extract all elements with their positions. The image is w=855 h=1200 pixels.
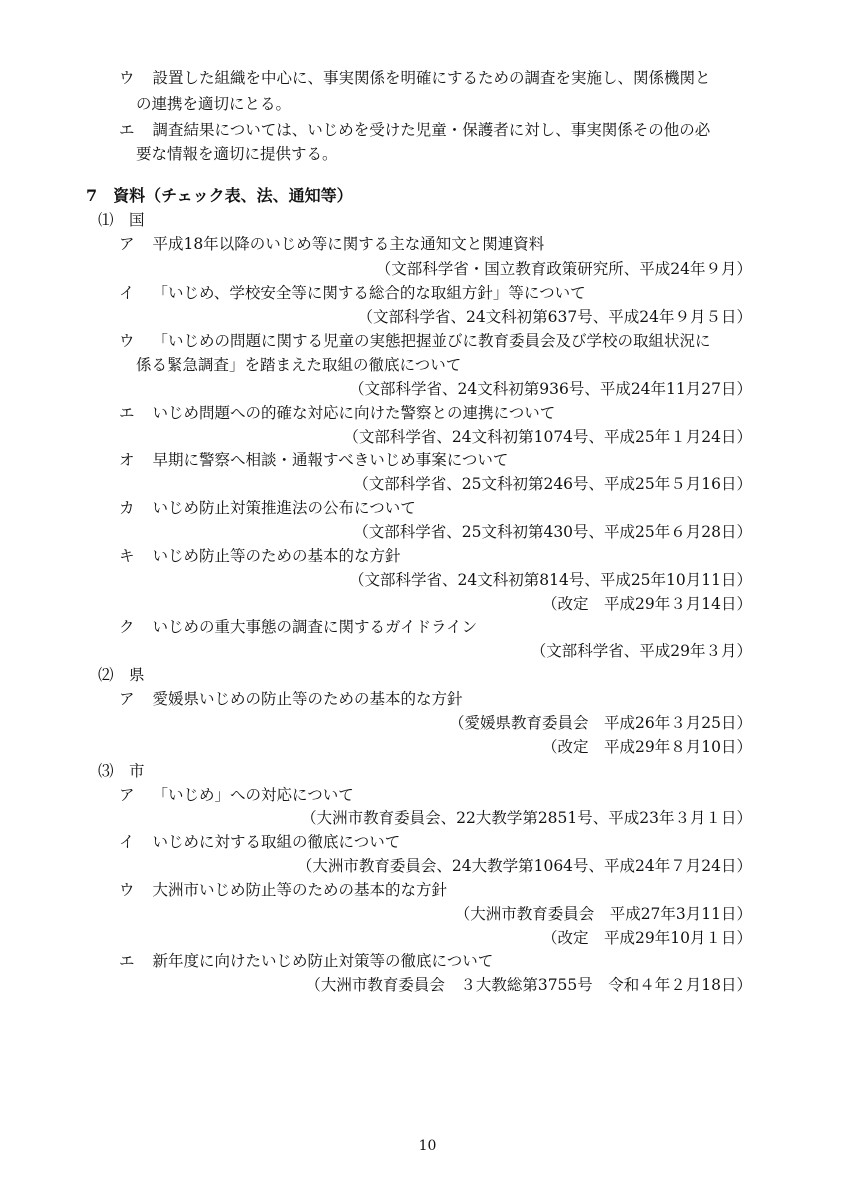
section-title: 資料（チェック表、法、通知等） xyxy=(113,186,353,205)
list-item xyxy=(119,403,555,423)
item-source: （大洲市教育委員会、22大教学第2851号、平成23年３月１日） xyxy=(301,809,752,827)
list-item xyxy=(119,546,401,566)
item-marker: イ xyxy=(119,284,135,302)
item-source-revision: （改定 平成29年３月14日） xyxy=(542,595,752,613)
list-item xyxy=(119,617,477,637)
subsection-heading: ⑴ 国 xyxy=(98,211,145,229)
item-text-continued: の連携を適切にとる。 xyxy=(136,95,292,113)
item-title: いじめ防止対策推進法の公布について xyxy=(152,499,416,517)
item-title: 早期に警察へ相談・通報すべきいじめ事案について xyxy=(152,451,509,469)
item-marker: ア xyxy=(119,235,135,253)
section-number: 7 xyxy=(86,186,98,205)
item-marker: イ xyxy=(119,833,135,851)
list-item xyxy=(119,498,416,518)
list-item xyxy=(119,331,711,351)
list-item xyxy=(119,450,508,470)
list-item xyxy=(119,689,463,709)
item-source: （文部科学省、24文科初第637号、平成24年９月５日） xyxy=(357,308,752,326)
item-source: （文部科学省、24文科初第814号、平成25年10月11日） xyxy=(349,571,752,589)
item-source-revision: （改定 平成29年８月10日） xyxy=(542,738,752,756)
item-marker: カ xyxy=(119,499,135,517)
item-source: （大洲市教育委員会 ３大教総第3755号 令和４年２月18日） xyxy=(305,976,752,994)
item-title: 「いじめ」への対応について xyxy=(152,786,354,804)
item-marker: ウ xyxy=(119,881,135,899)
item-title: 大洲市いじめ防止等のための基本的な方針 xyxy=(152,881,448,899)
list-item xyxy=(119,234,544,254)
item-marker: キ xyxy=(119,547,135,565)
item-source: （愛媛県教育委員会 平成26年３月25日） xyxy=(449,714,752,732)
item-title: いじめに対する取組の徹底について xyxy=(152,833,401,851)
item-source: （大洲市教育委員会 平成27年3月11日） xyxy=(454,905,752,923)
item-source: （文部科学省、24文科初第936号、平成24年11月27日） xyxy=(349,380,752,398)
item-source: （文部科学省・国立教育政策研究所、平成24年９月） xyxy=(375,260,752,278)
item-title: 愛媛県いじめの防止等のための基本的な方針 xyxy=(152,690,463,708)
item-marker: ウ xyxy=(119,69,135,87)
item-marker: ア xyxy=(119,690,135,708)
list-item xyxy=(119,283,586,303)
item-marker: ク xyxy=(119,618,135,636)
item-title: いじめ問題への的確な対応に向けた警察との連携について xyxy=(152,404,556,422)
subsection-heading: ⑶ 市 xyxy=(98,762,145,780)
item-source: （文部科学省、平成29年３月） xyxy=(530,642,752,660)
item-text: 設置した組織を中心に、事実関係を明確にするための調査を実施し、関係機関と xyxy=(152,69,711,87)
item-text: 調査結果については、いじめを受けた児童・保護者に対し、事実関係その他の必 xyxy=(152,121,711,139)
item-title: 「いじめの問題に関する児童の実態把握並びに教育委員会及び学校の取組状況に xyxy=(152,332,711,350)
item-marker: オ xyxy=(119,451,135,469)
item-title-continued: 係る緊急調査」を踏まえた取組の徹底について xyxy=(136,356,462,374)
item-source: （文部科学省、25文科初第246号、平成25年５月16日） xyxy=(353,475,752,493)
item-source: （文部科学省、25文科初第430号、平成25年６月28日） xyxy=(353,523,752,541)
item-title: 平成18年以降のいじめ等に関する主な通知文と関連資料 xyxy=(152,235,545,253)
list-item xyxy=(119,951,493,971)
item-marker: エ xyxy=(119,952,135,970)
list-item xyxy=(119,785,354,805)
list-item xyxy=(119,880,447,900)
item-title: いじめ防止等のための基本的な方針 xyxy=(152,547,401,565)
item-text-continued: 要な情報を適切に提供する。 xyxy=(136,145,338,163)
item-marker: エ xyxy=(119,121,135,139)
list-item xyxy=(119,832,400,852)
item-source: （文部科学省、24文科初第1074号、平成25年１月24日） xyxy=(343,428,752,446)
item-title: 「いじめ、学校安全等に関する総合的な取組方針」等について xyxy=(152,284,586,302)
item-source-revision: （改定 平成29年10月１日） xyxy=(542,929,752,947)
item-marker: ア xyxy=(119,786,135,804)
item-title: 新年度に向けたいじめ防止対策等の徹底について xyxy=(152,952,494,970)
list-item xyxy=(119,68,711,88)
page-number: 10 xyxy=(418,1138,437,1154)
section-heading xyxy=(86,186,353,206)
subsection-heading: ⑵ 県 xyxy=(98,666,145,684)
item-marker: エ xyxy=(119,404,135,422)
item-source: （大洲市教育委員会、24大教学第1064号、平成24年７月24日） xyxy=(296,857,752,875)
list-item xyxy=(119,120,710,140)
item-marker: ウ xyxy=(119,332,135,350)
item-title: いじめの重大事態の調査に関するガイドライン xyxy=(152,618,478,636)
